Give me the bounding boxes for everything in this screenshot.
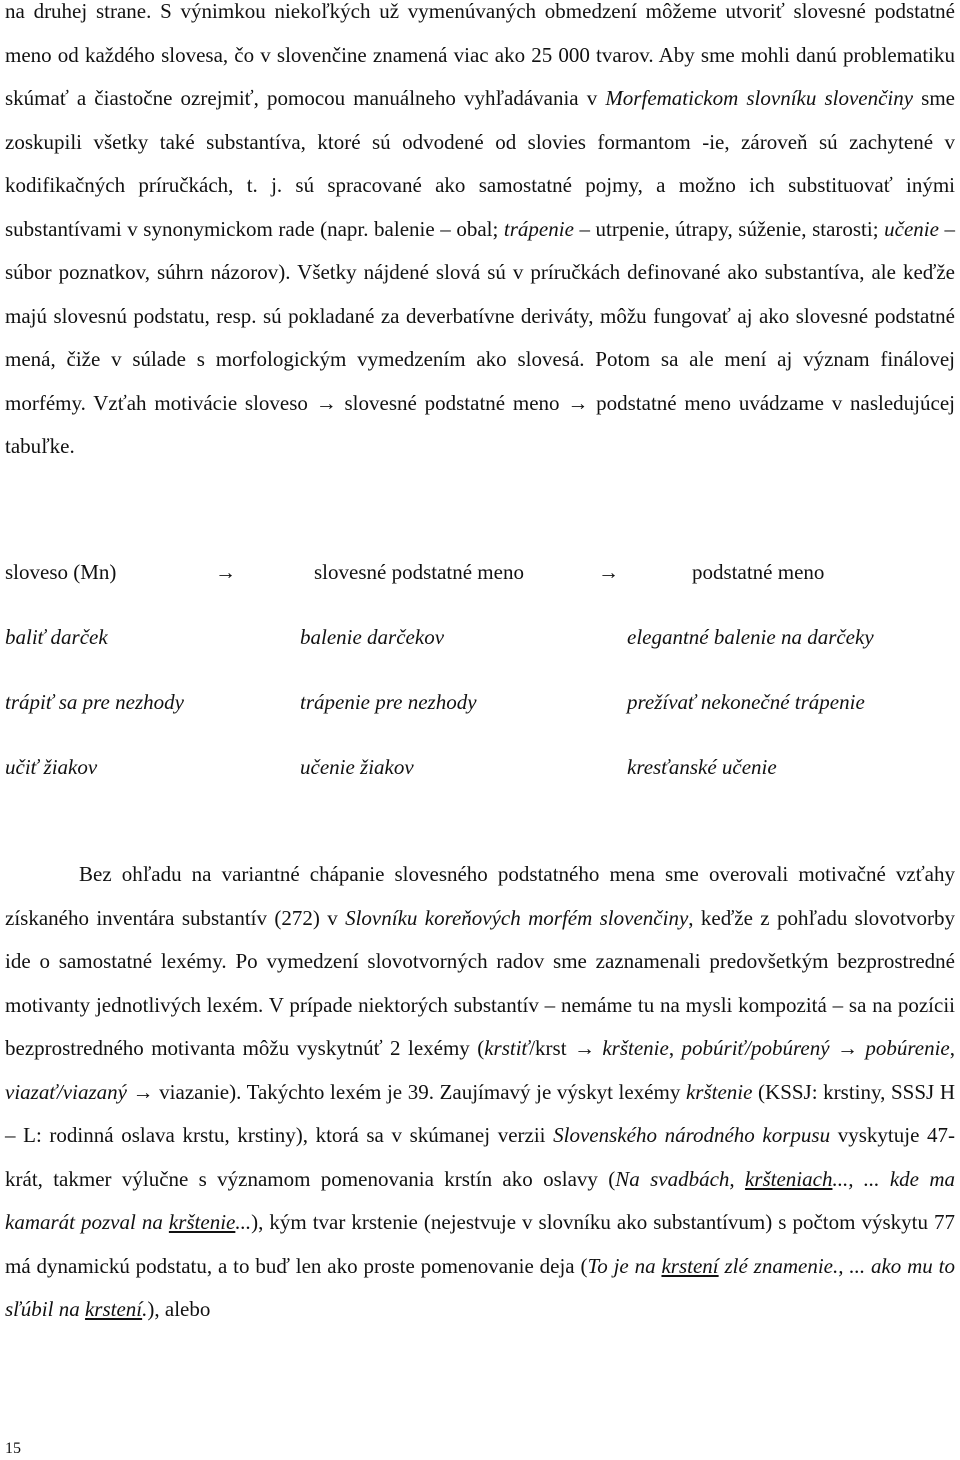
italic-example: učenie <box>884 216 939 241</box>
italic-example: viazať/viazaný <box>5 1079 127 1104</box>
text-span: /krst → <box>529 1036 603 1060</box>
text-span: Bez ohľadu na variantné chápanie slovesného podstatného mena sme overovali motivačné vzťahy získaného inventára substantív (272) v <box>5 862 955 930</box>
italic-quote: ... <box>235 1210 252 1234</box>
table-cell: balenie darčekov <box>300 625 445 649</box>
paragraph-analysis <box>5 853 955 1332</box>
underlined-quote: krstení <box>84 1297 143 1321</box>
text-span: na druhej strane. S výnimkou niekoľkých už vymenúvaných obmedzení môžeme utvoriť slovesné podstatné meno od každého slovesa, čo v slovenčine znamená viac ako 25 000 tvarov. Aby sme mohli danú problematiku skúmať a čiastočne ozrejmiť, pomocou manuálneho vyhľadávania v <box>5 0 955 110</box>
text-span: ), kým tvar krstenie (nejestvuje v slovníku ako substantívum) s počtom výskytu 77 má dynamickú podstatu, a to buď len ako proste pomenovanie deja ( <box>5 1210 955 1278</box>
text-span: → <box>829 1036 866 1060</box>
table-cell: baliť darček <box>5 625 108 649</box>
italic-example: trápenie <box>503 216 574 241</box>
table-cell: kresťanské učenie <box>627 755 777 779</box>
text-span: – súbor poznatkov, súhrn názorov). Všetky nájdené slová sú v príručkách definované ako substantíva, ale keďže majú slovesnú podstatu, resp. sú pokladané za deverbatívne deriváty, môžu fungovať aj ako slovesné podstatné mená, čiže v súlade s morfologickým vymedzením ako slovesá. Potom sa ale mení aj význam finálovej morfémy. Vzťah motivácie sloveso → slovesné podstatné meno → podstatné meno uvádzame v nasledujúcej tabuľke. <box>5 216 956 458</box>
page-number: 15 <box>5 1440 21 1457</box>
table-cell: učiť žiakov <box>5 755 98 779</box>
italic-quote: To je na <box>587 1253 662 1278</box>
table-header: sloveso (Mn) <box>5 560 117 584</box>
text-span: , keďže z pohľadu slovotvorby ide o samostatné lexémy. Po vymedzení slovotvorných radov sme zaznamenali predovšetkým bezprostredné motivanty jednotlivých lexém. V prípade niektorých substantív – nemáme tu na mysli kompozitá – sa na pozícii bezprostredného motivanta môžu vyskytnúť 2 lexémy ( <box>5 905 956 1060</box>
underlined-quote: krstení <box>661 1253 719 1278</box>
italic-example: krštenie <box>602 1036 669 1060</box>
table-cell: trápenie pre nezhody <box>300 690 477 714</box>
table-cell: elegantné balenie na darčeky <box>627 625 874 649</box>
italic-example: pobúriť/pobúrený <box>681 1036 830 1060</box>
underlined-quote: kršteniach <box>744 1166 833 1191</box>
arrow-icon: → <box>598 560 619 584</box>
arrow-icon: → <box>215 560 236 584</box>
table-cell: učenie žiakov <box>300 755 414 779</box>
text-span: , <box>949 1036 955 1060</box>
table-cell: trápiť sa pre nezhody <box>5 690 184 714</box>
italic-example: pobúrenie <box>865 1036 950 1060</box>
italic-quote: Na svadbách, <box>615 1166 745 1191</box>
table-header: slovesné podstatné meno <box>314 560 524 584</box>
italic-quote: zlé znamenie., ... ako mu to sľúbil na <box>5 1253 955 1321</box>
italic-example: krstiť <box>484 1036 530 1060</box>
text-span: sme zoskupili všetky také substantíva, ktoré sú odvodené od slovies formantom -ie, zároveň sú zachytené v kodifikačných príručkách, t. j. sú spracované ako samostatné pojmy, a možno ich substituovať inými substantívami v synonymickom rade (napr. balenie – obal; <box>5 86 956 241</box>
text-span: , <box>668 1036 682 1060</box>
text-span: ), alebo <box>147 1297 211 1321</box>
table-cell: prežívať nekonečné trápenie <box>627 690 865 714</box>
text-span: vyskytuje 47-krát, takmer výlučne s významom pomenovania krstín ako oslavy ( <box>5 1123 956 1191</box>
italic-title: Slovenského národného korpusu <box>553 1123 831 1147</box>
italic-title: Morfematickom slovníku slovenčiny <box>605 86 914 110</box>
italic-title: Slovníku koreňových morfém slovenčiny <box>345 905 689 930</box>
italic-example: krštenie <box>685 1079 753 1104</box>
text-span: – utrpenie, útrapy, súženie, starosti; <box>573 216 885 241</box>
paragraph-intro <box>5 0 955 469</box>
underlined-quote: krštenie <box>168 1210 236 1234</box>
italic-quote: . <box>142 1297 148 1321</box>
table-header: podstatné meno <box>692 560 825 584</box>
text-span: (KSSJ: krstiny, SSSJ H – L: rodinná oslava krstu, krstiny), ktorá sa v skúmanej verzii <box>5 1079 955 1147</box>
text-span: → viazanie). Takýchto lexém je 39. Zaujímavý je výskyt lexémy <box>126 1079 686 1104</box>
italic-quote: ..., ... kde ma kamarát pozval na <box>5 1166 955 1234</box>
